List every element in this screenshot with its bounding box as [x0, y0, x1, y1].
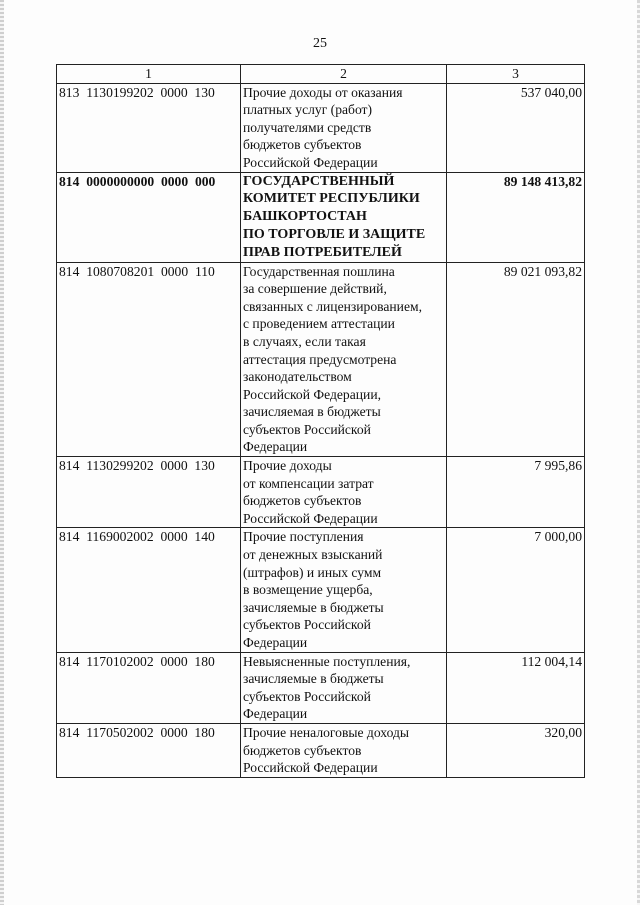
- description-line: законодательством: [243, 369, 352, 385]
- revenue-description: [241, 652, 447, 723]
- description-line: субъектов Российской: [243, 617, 371, 633]
- description-line: БАШКОРТОСТАН: [243, 209, 367, 225]
- description-line: Российской Федерации: [243, 510, 378, 526]
- revenue-description: [241, 83, 447, 172]
- amount: 112 004,14: [447, 652, 585, 723]
- description-line: Прочие неналоговые доходы: [243, 724, 410, 740]
- amount: 320,00: [447, 723, 585, 777]
- description-line: связанных с лицензированием,: [243, 298, 422, 314]
- scan-edge-left: [0, 0, 4, 905]
- amount: 89 021 093,82: [447, 262, 585, 457]
- description-line: Прочие поступления: [243, 529, 364, 545]
- revenue-table: [56, 64, 585, 778]
- amount: 7 000,00: [447, 528, 585, 652]
- description-line: от денежных взысканий: [243, 547, 383, 563]
- description-line: Федерации: [243, 635, 308, 651]
- amount: 7 995,86: [447, 457, 585, 528]
- table-row: [57, 172, 585, 262]
- description-line: зачисляемая в бюджеты: [243, 404, 381, 420]
- description-line: зачисляемые в бюджеты: [243, 599, 384, 615]
- revenue-description: [241, 172, 447, 262]
- description-line: бюджетов субъектов: [243, 137, 362, 153]
- description-line: КОМИТЕТ РЕСПУБЛИКИ: [243, 191, 420, 207]
- description-line: Российской Федерации: [243, 760, 378, 776]
- budget-code: 814 0000000000 0000 000: [57, 172, 241, 262]
- table-row: [57, 528, 585, 652]
- table-header-row: [57, 65, 585, 84]
- description-line: бюджетов субъектов: [243, 493, 362, 509]
- description-line: ГОСУДАРСТВЕННЫЙ: [243, 173, 395, 189]
- description-line: платных услуг (работ): [243, 102, 373, 118]
- description-line: с проведением аттестации: [243, 316, 395, 332]
- budget-code: 814 1169002002 0000 140: [57, 528, 241, 652]
- description-line: субъектов Российской: [243, 421, 371, 437]
- column-header-code: 1: [57, 65, 241, 84]
- revenue-description: [241, 262, 447, 457]
- revenue-description: [241, 457, 447, 528]
- table-row: [57, 262, 585, 457]
- description-line: ПРАВ ПОТРЕБИТЕЛЕЙ: [243, 244, 402, 260]
- description-line: Государственная пошлина: [243, 263, 395, 279]
- page-number: 25: [313, 36, 327, 51]
- description-line: Прочие доходы от оказания: [243, 84, 403, 100]
- description-line: Прочие доходы: [243, 458, 332, 474]
- budget-code: 814 1170502002 0000 180: [57, 723, 241, 777]
- table-header: [57, 65, 585, 84]
- amount: 537 040,00: [447, 83, 585, 172]
- budget-code: 814 1080708201 0000 110: [57, 262, 241, 457]
- description-line: в возмещение ущерба,: [243, 582, 373, 598]
- description-line: Российской Федерации,: [243, 386, 381, 402]
- description-line: ПО ТОРГОВЛЕ И ЗАЩИТЕ: [243, 226, 426, 242]
- column-header-amount: 3: [447, 65, 585, 84]
- description-line: Федерации: [243, 706, 308, 722]
- budget-code: 814 1170102002 0000 180: [57, 652, 241, 723]
- revenue-description: [241, 723, 447, 777]
- budget-code: 814 1130299202 0000 130: [57, 457, 241, 528]
- description-line: от компенсации затрат: [243, 475, 374, 491]
- description-line: Российской Федерации: [243, 154, 378, 170]
- description-line: субъектов Российской: [243, 688, 371, 704]
- description-line: зачисляемые в бюджеты: [243, 671, 384, 687]
- table-body: [57, 83, 585, 777]
- table-row: [57, 83, 585, 172]
- amount: 89 148 413,82: [447, 172, 585, 262]
- description-line: Невыясненные поступления,: [243, 653, 411, 669]
- column-header-name: 2: [241, 65, 447, 84]
- description-line: аттестация предусмотрена: [243, 351, 397, 367]
- description-line: в случаях, если такая: [243, 333, 366, 349]
- description-line: (штрафов) и иных сумм: [243, 564, 382, 580]
- budget-code: 813 1130199202 0000 130: [57, 83, 241, 172]
- table-row: [57, 457, 585, 528]
- description-line: бюджетов субъектов: [243, 742, 362, 758]
- description-line: Федерации: [243, 439, 308, 455]
- description-line: за совершение действий,: [243, 281, 387, 297]
- table-row: [57, 652, 585, 723]
- description-line: получателями средств: [243, 119, 372, 135]
- table-row: [57, 723, 585, 777]
- revenue-description: [241, 528, 447, 652]
